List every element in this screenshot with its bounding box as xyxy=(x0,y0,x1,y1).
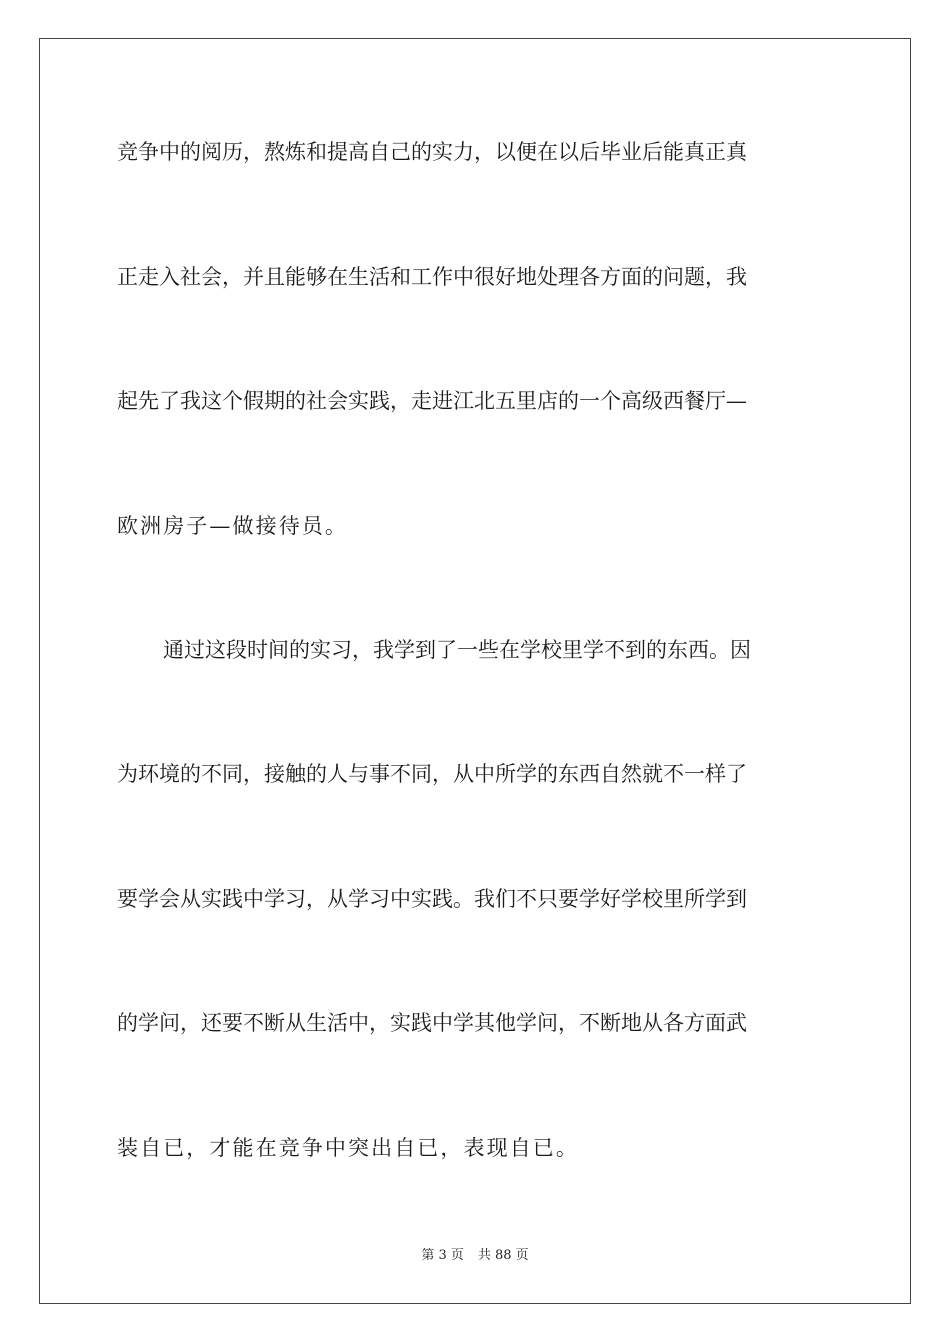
text-line: 为环境的不同，接触的人与事不同，从中所学的东西自然就不一样了 xyxy=(117,762,747,786)
text-line: 正走入社会，并且能够在生活和工作中很好地处理各方面的问题，我 xyxy=(117,265,747,289)
text-line: 要学会从实践中学习，从学习中实践。我们不只要学好学校里所学到 xyxy=(117,887,747,911)
text-line: 装自已，才能在竞争中突出自已，表现自已。 xyxy=(117,1136,579,1160)
page-border xyxy=(39,38,911,1304)
page-footer xyxy=(0,1247,950,1265)
text-line: 竞争中的阅历，熬炼和提高自己的实力，以便在以后毕业后能真正真 xyxy=(117,140,747,164)
text-line: 欧洲房子—做接待员。 xyxy=(117,514,348,538)
page-number: 第 3 页 xyxy=(421,1248,464,1263)
paragraph-first-line: 通过这段时间的实习，我学到了一些在学校里学不到的东西。因 xyxy=(163,638,751,662)
text-line: 起先了我这个假期的社会实践，走进江北五里店的一个高级西餐厅— xyxy=(117,389,747,413)
text-line: 的学问，还要不断从生活中，实践中学其他学问，不断地从各方面武 xyxy=(117,1011,747,1035)
page-total: 共 88 页 xyxy=(477,1248,529,1263)
